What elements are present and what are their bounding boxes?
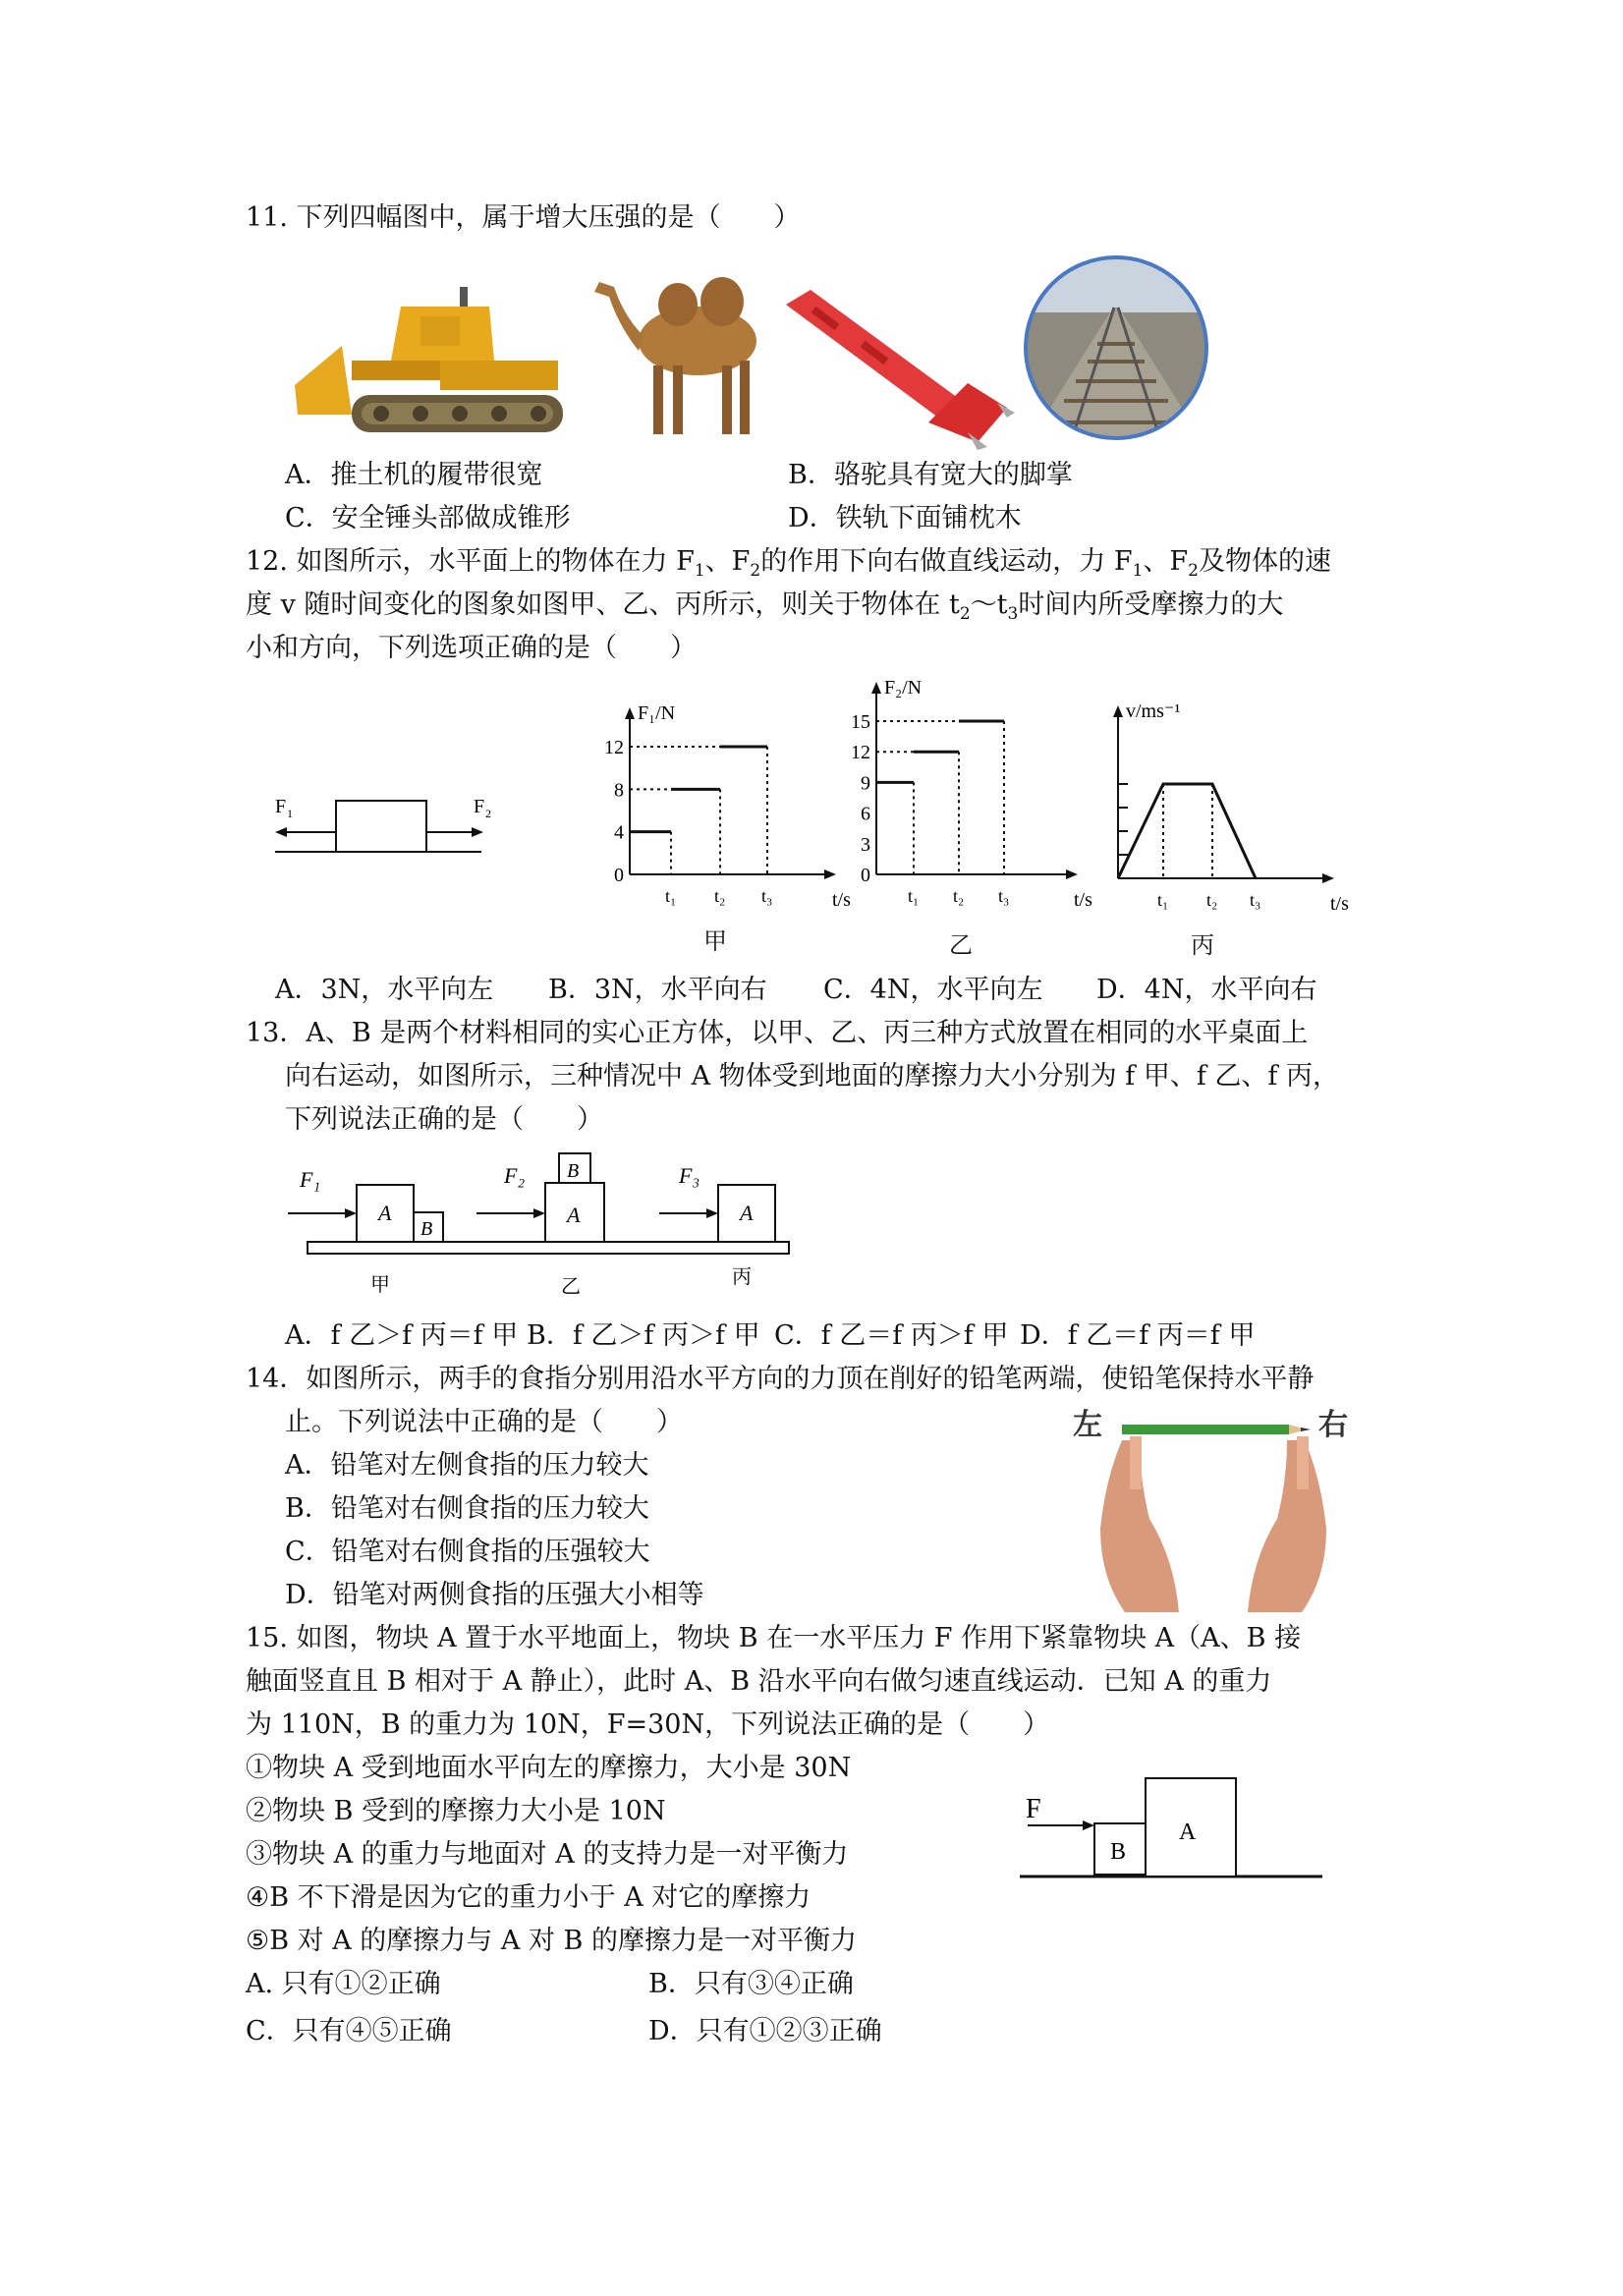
x-tick-label: t₃ [998,886,1010,906]
q14-pencil-hands-image [1071,1401,1356,1617]
q15-line-3: 为 110N，B 的重力为 10N，F=30N，下列说法正确的是（ ） [246,1709,1050,1740]
y-tick-label: 15 [851,711,870,733]
q13-block-diagram [280,1148,801,1305]
q15-option-d: D．只有①②③正确 [648,2016,882,2046]
block-a-3: A [740,1201,754,1225]
q15-line-1: 15. 如图，物块 A 置于水平地面上，物块 B 在一水平压力 F 作用下紧靠物块 A（A、B 接 [246,1623,1302,1653]
chart-f2 [837,677,1092,912]
q15-option-a: A. 只有①②正确 [246,1969,441,1999]
q15-statement-5: ⑤B 对 A 的摩擦力与 A 对 B 的摩擦力是一对平衡力 [246,1926,857,1956]
q15-line-2: 触面竖直且 B 相对于 A 静止），此时 A、B 沿水平向右做匀速直线运动．已知 A 的重力 [246,1666,1272,1697]
y-tick-label: 12 [851,742,870,764]
x-tick-label: t₃ [761,886,773,906]
y-tick-label: 0 [614,865,624,886]
q14-option-a: A．铅笔对左侧食指的压力较大 [285,1450,649,1481]
camel-image [585,257,781,444]
y-tick-label: 12 [604,737,624,758]
left-label: 左 [1073,1409,1102,1441]
chart-velocity [1098,686,1354,915]
q15-statement-3: ③物块 A 的重力与地面对 A 的支持力是一对平衡力 [246,1839,849,1870]
f1-label: F [275,796,287,817]
f1-sub: 1 [287,807,293,820]
x-axis-label: t/s [1330,893,1349,915]
chart-f2-caption: 乙 [949,931,973,959]
q13-line-2: 向右运动，如图所示，三种情况中 A 物体受到地面的摩擦力大小分别为 f 甲、f 乙、f 丙， [285,1061,1339,1092]
y-axis-arrow [1113,705,1123,717]
y-axis-label: F₁/N [638,702,676,724]
q12-option-c: C．4N，水平向左 [823,975,1043,1005]
block-b: B [1110,1839,1127,1865]
f2-sub: 2 [485,807,491,820]
velocity-line [1118,784,1256,878]
f-label: F [1026,1794,1041,1824]
q13-option-a: A．f 乙＞f 丙＝f 甲 [285,1320,519,1351]
q11-option-d: D．铁轨下面铺枕木 [788,503,1022,533]
y-axis-label: v/ms⁻¹ [1126,700,1181,722]
q12-line-2: 度 v 随时间变化的图象如图甲、乙、丙所示，则关于物体在 $t_2\sim t_3$时间内所受摩擦力的大 [246,589,1284,624]
q13-option-c: C．f 乙＝f 丙＞f 甲 [774,1320,1009,1351]
q12-line-3: 小和方向，下列选项正确的是（ ） [246,633,697,663]
q12-option-a: A．3N，水平向左 [275,975,494,1005]
x-axis-arrow [1066,869,1078,879]
block-a: A [1179,1820,1197,1845]
f3-text: F₃ [679,1163,700,1188]
q11-option-c: C．安全锤头部做成锥形 [285,503,571,533]
y-tick-label: 4 [614,821,624,844]
f1-text: F₁ [300,1167,321,1192]
right-label: 右 [1318,1409,1348,1441]
bulldozer-image [293,267,570,444]
x-tick-label: t₃ [1250,890,1261,910]
q15-option-c: C．只有④⑤正确 [246,2016,452,2046]
x-axis-arrow [824,869,836,879]
q14-option-c: C．铅笔对右侧食指的压强较大 [285,1537,650,1567]
q13-line-3: 下列说法正确的是（ ） [285,1104,603,1135]
y-axis-arrow [625,707,635,719]
safety-hammer-image [781,285,1017,452]
x-tick-label: t₁ [1157,890,1169,910]
q11-option-a: A．推土机的履带很宽 [285,460,543,490]
q11-option-b: B．骆驼具有宽大的脚掌 [788,460,1073,490]
caption-2: 乙 [561,1276,581,1298]
caption-1: 甲 [370,1274,390,1296]
x-tick-label: t₂ [953,886,965,906]
q15-statement-1: ①物块 A 受到地面水平向左的摩擦力，大小是 30N [246,1753,852,1783]
q12-force-diagram [273,791,489,860]
y-axis-label: F₂/N [884,677,923,699]
block-a-2: A [567,1203,581,1227]
q11-stem: 11. 下列四幅图中，属于增大压强的是（ ） [246,202,801,233]
x-tick-label: t₂ [1206,890,1218,910]
block-b-2: B [567,1160,580,1182]
y-tick-label: 9 [861,772,870,795]
q14-line-2: 止。下列说法中正确的是（ ） [285,1407,683,1437]
q12-line-1: 12. 如图所示，水平面上的物体在力 $F_1$、$F_2$的作用下向右做直线运动，力 $F_1$、$F_2$及物体的速 [246,546,1331,581]
f2-text: F₂ [504,1163,526,1188]
q15-option-b: B．只有③④正确 [648,1969,854,1999]
x-tick-label: t₁ [665,886,677,906]
x-tick-label: t₁ [908,886,920,906]
y-tick-label: 0 [861,865,870,886]
y-tick-label: 3 [861,833,870,856]
q12-option-d: D．4N，水平向右 [1096,975,1317,1005]
q14-option-d: D．铅笔对两侧食指的压强大小相等 [285,1580,704,1610]
q13-option-d: D．f 乙＝f 丙＝f 甲 [1020,1320,1256,1351]
f2-label: F [474,796,485,817]
chart-velocity-caption: 丙 [1191,931,1214,959]
q14-option-b: B．铅笔对右侧食指的压力较大 [285,1493,649,1524]
block-a-1: A [378,1201,392,1225]
chart-f1-caption: 甲 [703,927,727,955]
chart-f1 [575,686,851,912]
y-axis-arrow [871,682,881,694]
y-tick-label: 6 [861,803,870,825]
x-axis-label: t/s [832,889,851,911]
railway-track-image [1017,253,1215,442]
x-tick-label: t₂ [714,886,726,906]
q14-line-1: 14．如图所示，两手的食指分别用沿水平方向的力顶在削好的铅笔两端，使铅笔保持水平静 [246,1364,1315,1394]
x-axis-label: t/s [1074,889,1092,911]
x-axis-arrow [1322,873,1334,883]
block-b-1: B [420,1218,433,1240]
q15-block-diagram [1018,1768,1332,1886]
q13-line-1: 13．A、B 是两个材料相同的实心正方体，以甲、乙、丙三种方式放置在相同的水平桌面上 [246,1018,1309,1048]
y-tick-label: 8 [614,779,624,802]
q15-statement-4: ④B 不下滑是因为它的重力小于 A 对它的摩擦力 [246,1882,812,1913]
q15-statement-2: ②物块 B 受到的摩擦力大小是 10N [246,1796,666,1826]
q13-option-b: B．f 乙＞f 丙＞f 甲 [527,1320,760,1351]
caption-3: 丙 [732,1266,752,1288]
q12-option-b: B．3N，水平向右 [548,975,767,1005]
